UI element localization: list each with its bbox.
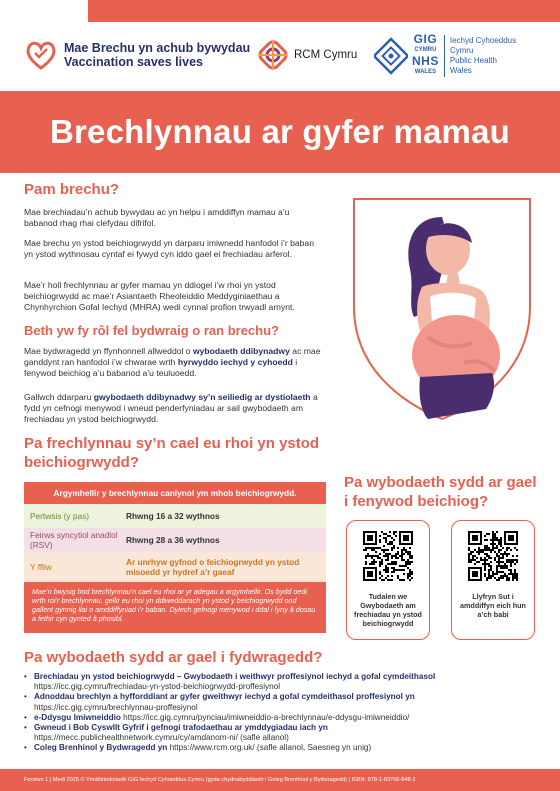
section-heading-why: Pam brechu? [24,181,120,198]
link-url[interactable]: https://icc.gig.cymru/pynciau/imiwneiddio-a-brechlynnau/e-ddysgu-imiwneiddio/ [120,712,410,722]
vaccine-timing: Rhwng 28 a 36 wythnos [126,535,220,545]
qr-card-webpage[interactable] [346,520,430,640]
role-p1-text-c: i fenywod beichiog a’u babanod a’u teuluoedd. [24,357,298,378]
section-heading-women-info: Pa wybodaeth sydd ar gael i fenywod beichiog? [344,474,537,510]
celtic-knot-icon [374,36,408,76]
vaccine-name: Feirws syncytiol anadlol (RSV) [30,530,118,550]
vaccine-timing: Rhwng 16 a 32 wythnos [126,511,220,521]
role-p1-bold-b: hyrwyddo iechyd y cyhoedd [177,357,293,367]
logo-row [24,34,540,84]
phw-line-1: Iechyd Cyhoeddus [449,36,517,45]
role-paragraph-1 [24,346,324,379]
table-note: Mae’n bwysig bod brechlynnau’n cael eu rhoi ar yr adegau a argymhellir. Os bydd oedi wrth roi’r brechlynnau, gellir eu rhoi yn ddiweddarach yn ystod y beichiogrwydd ond gallent gynnig llai o amddiffyniad i’r baban. Dylech gefnogi menywod i ddal i fyny â dosau a fethir cyn gynted â phosibl. [24,582,326,633]
link-url[interactable]: https://icc.gig.cymru/frechiadau-yn-ystod-beichiogrwydd-proffesiynol [34,682,281,692]
phw-line-3: Public Health [449,56,497,65]
resource-link-list [24,672,544,754]
vaccination-saves-lives-logo [24,38,250,72]
link-url[interactable]: https://www.rcm.org.uk/ (safle allanol, Saesneg yn unig) [167,743,372,753]
wales-label: WALES [414,69,437,75]
resource-link[interactable] [24,743,544,753]
which-vaccines-line-1: Pa frechlynnau sy’n cael eu rhoi yn ystod [24,435,320,452]
resource-link[interactable] [24,692,544,712]
page-title: Brechlynnau ar gyfer mamau [49,113,511,150]
resource-link[interactable] [24,713,544,723]
link-title: Gwneud i Bob Cyswllt Gyfrif i gefnogi trafodaethau ar ymddygiadau iach yn [34,723,328,733]
heart-shield-icon [24,38,58,72]
link-title: Adnoddau brechlyn a hyfforddiant ar gyfer gweithwyr iechyd a gofal cymdeithasol proffesiynol yn [34,692,415,702]
nhs-wales-phw-logo [374,34,516,78]
pregnant-woman-illustration [344,187,540,425]
footer: Fersiwn 1 | Medi 2025 © Ymddiriedolaeth GIG Iechyd Cyhoeddus Cymru (gyda chydnabyddiaeth i Goleg Brenhinol y Bydwragedd) | ISBN: 978-1-83766-848-1 [0,769,560,791]
vaccine-name: Y ffliw [30,562,52,572]
cymru-label: CYMRU [414,47,437,53]
resource-link[interactable] [24,723,544,743]
role-p2-text-a: Gallwch ddarparu [24,392,94,402]
vsl-line-1: Mae Brechu yn achub bywydau [64,41,251,55]
gig-label: GIG [413,32,438,46]
which-vaccines-line-2: beichiogrwydd? [24,454,140,471]
title-banner [0,91,560,173]
link-title: e-Ddysgu Imiwneiddio [34,712,121,722]
nhs-label: NHS [412,54,439,68]
vsl-line-2: Vaccination saves lives [64,55,203,69]
table-row [24,504,326,528]
role-paragraph-2 [24,392,324,425]
logo-divider [444,35,445,77]
link-url[interactable]: https://mecc.publichealthnetwork.cymru/cy/amdanom-ni/ (safle allanol) [34,733,289,743]
link-title: Coleg Brenhinol y Bydwragedd yn [34,743,168,753]
phw-line-4: Wales [449,66,472,75]
qr-caption-webpage: Tudalen we Gwybodaeth am frechiadau yn ystod beichiogrwydd [354,592,422,628]
vaccine-name: Pertwsis (y pas) [30,511,90,521]
role-p2-bold: gwybodaeth ddibynadwy sy’n seiliedig ar dystiolaeth [93,392,311,402]
section-heading-which-vaccines [24,434,319,472]
rcm-label: RCM Cymru [294,49,358,61]
section-heading-midwife-role: Beth yw fy rôl fel bydwraig o ran brechu? [24,323,279,338]
role-p1-text-a: Mae bydwragedd yn ffynhonnell allweddol o [24,346,193,356]
why-paragraph-1: Mae brechiadau’n achub bywydau ac yn helpu i amddiffyn mamau a’u babanod rhag rhai clefydau difrifol. [24,207,290,228]
qr-card-leaflet[interactable] [451,520,535,640]
why-paragraph-3: Mae’r holl frechlynnau ar gyfer mamau yn ddiogel i’w rhoi yn ystod beichiogrwydd ac mae’r Asiantaeth Rheoleiddio Meddyginiaethau a Chynhyrchion Gofal Iechyd (MHRA) wedi cynnal profion trwyadl arnynt. [24,280,295,312]
table-row [24,528,326,552]
role-p1-bold-a: wybodaeth ddibynadwy [192,346,290,356]
table-header: Argymhellir y brechlynnau canlynol ym mhob beichiogrwydd. [24,482,326,504]
rcm-cymru-logo [256,38,357,72]
link-url[interactable]: https://icc.gig.cymru/brechlynnau-proffesiynol [34,702,198,712]
vaccine-timing: Ar unrhyw gyfnod o feichiogrwydd yn ystod misoedd yr hydref a’r gaeaf [126,557,300,577]
qr-caption-leaflet: Llyfryn Sut i amddiffyn eich hun a’ch babi [460,592,526,619]
qr-code-icon [468,531,518,581]
role-p2-text-b: a fydd yn cefnogi menywod i wneud penderfyniadau ar sail gwybodaeth am frechiadau yn ystod beichiogrwydd. [24,392,318,424]
qr-code-icon [363,531,413,581]
top-accent-bar [88,0,560,22]
section-heading-midwife-info: Pa wybodaeth sydd ar gael i fydwragedd? [24,649,323,666]
link-title: Brechiadau yn ystod beichiogrwydd – Gwybodaeth i weithwyr proffesiynol iechyd a gofal cymdeithasol [34,672,436,681]
table-row [24,552,326,582]
why-paragraph-2: Mae brechu yn ystod beichiogrwydd yn darparu imiwnedd hanfodol i’r baban yn ystod wythnosau cyntaf ei fywyd cyn iddo gael ei frechiadau arferol. [24,238,314,259]
resource-link[interactable] [24,672,544,692]
vaccine-table [24,482,326,633]
role-p1-text-b: ac mae ganddynt ran hanfodol i’w chwarae wrth [24,346,321,367]
phw-line-2: Cymru [449,46,474,55]
rcm-knot-icon [256,38,290,72]
